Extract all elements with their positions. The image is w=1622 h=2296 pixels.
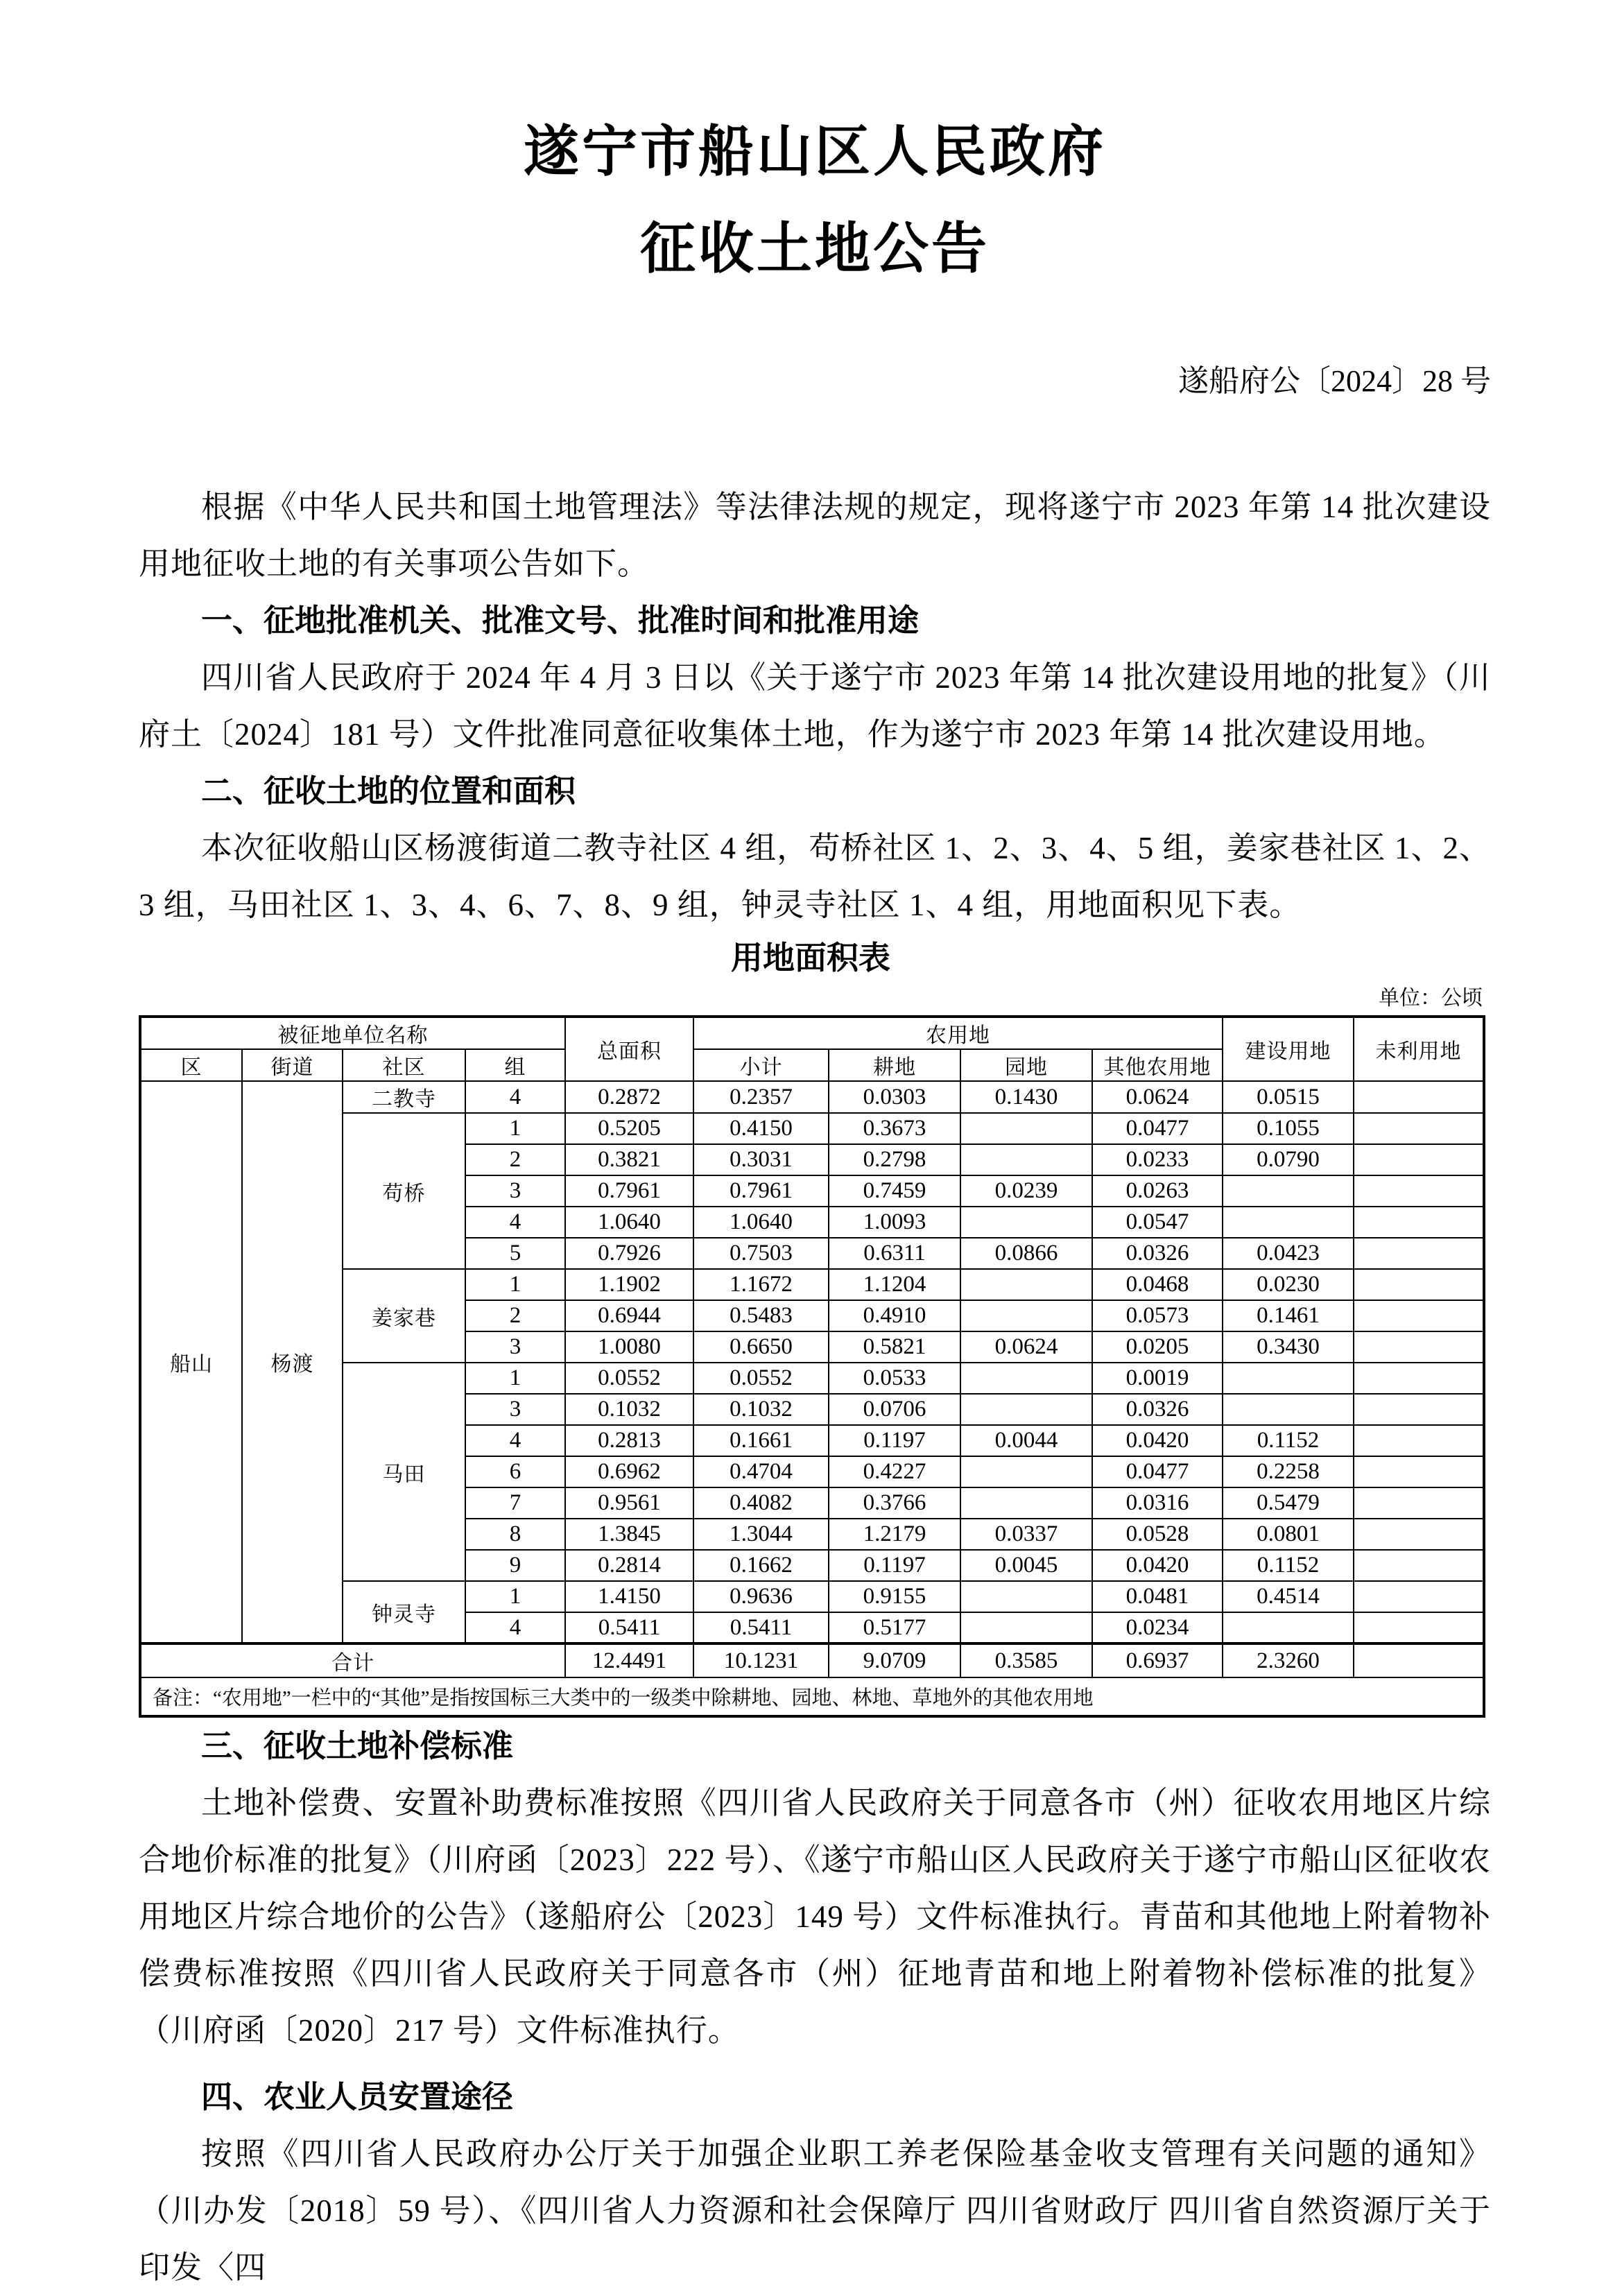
th-district: 区 bbox=[140, 1049, 242, 1081]
cell-subtotal: 0.1661 bbox=[693, 1425, 829, 1456]
cell-construction-land bbox=[1223, 1363, 1354, 1394]
cell-garden-land bbox=[960, 1207, 1092, 1238]
cell-cultivated-land: 0.3673 bbox=[829, 1113, 960, 1144]
cell-total-area: 0.0552 bbox=[565, 1363, 693, 1394]
th-garden-land: 园地 bbox=[960, 1049, 1092, 1081]
cell-total-area: 1.1902 bbox=[565, 1269, 693, 1300]
cell-subtotal: 0.0552 bbox=[693, 1363, 829, 1394]
cell-group: 4 bbox=[465, 1425, 565, 1456]
cell-construction-land: 0.0230 bbox=[1223, 1269, 1354, 1300]
table-total-row bbox=[140, 1643, 1484, 1677]
cell-subtotal: 1.1672 bbox=[693, 1269, 829, 1300]
cell-group: 4 bbox=[465, 1612, 565, 1643]
cell-cultivated-land: 0.5177 bbox=[829, 1612, 960, 1643]
page-title-line2: 征收土地公告 bbox=[640, 219, 990, 280]
para-resettlement: 按照《四川省人民政府办公厅关于加强企业职工养老保险基金收支管理有关问题的通知》（川办发〔2018〕59 号）、《四川省人力资源和社会保障厅 四川省财政厅 四川省自然资源厅关于印发〈四 bbox=[139, 2137, 1491, 2285]
cell-community: 钟灵寺 bbox=[343, 1581, 465, 1643]
cell-garden-land: 0.0337 bbox=[960, 1519, 1092, 1550]
cell-other-farmland: 0.0420 bbox=[1092, 1550, 1223, 1581]
cell-cultivated-land: 1.2179 bbox=[829, 1519, 960, 1550]
th-community: 社区 bbox=[343, 1049, 465, 1081]
cell-subtotal: 0.9636 bbox=[693, 1581, 829, 1612]
cell-unused-land bbox=[1354, 1175, 1484, 1207]
cell-group: 1 bbox=[465, 1581, 565, 1612]
th-street: 街道 bbox=[242, 1049, 343, 1081]
cell-cultivated-land: 0.0706 bbox=[829, 1394, 960, 1425]
cell-unused-land bbox=[1354, 1425, 1484, 1456]
cell-subtotal: 0.1662 bbox=[693, 1550, 829, 1581]
cell-other-farmland: 0.0468 bbox=[1092, 1269, 1223, 1300]
cell-garden-land bbox=[960, 1456, 1092, 1487]
land-area-table-block bbox=[139, 933, 1483, 1718]
cell-group: 7 bbox=[465, 1487, 565, 1519]
table-note: 备注：“农用地”一栏中的“其他”是指按国标三大类中的一级类中除耕地、园地、林地、草地外的其他农用地 bbox=[140, 1677, 1484, 1716]
cell-unused-land bbox=[1354, 1144, 1484, 1175]
cell-unused-land bbox=[1354, 1456, 1484, 1487]
th-cultivated-land: 耕地 bbox=[829, 1049, 960, 1081]
table-note-row bbox=[140, 1677, 1484, 1716]
cell-unused-land bbox=[1354, 1550, 1484, 1581]
cell-total-area: 1.4150 bbox=[565, 1581, 693, 1612]
cell-cultivated-land: 0.4227 bbox=[829, 1456, 960, 1487]
cell-subtotal: 0.5411 bbox=[693, 1612, 829, 1643]
cell-unused-land bbox=[1354, 1269, 1484, 1300]
cell-other-farmland: 0.0477 bbox=[1092, 1113, 1223, 1144]
th-unused-land: 未利用地 bbox=[1354, 1017, 1484, 1081]
heading-resettlement: 四、农业人员安置途径 bbox=[201, 2079, 514, 2114]
cell-total-area: 0.9561 bbox=[565, 1487, 693, 1519]
cell-cultivated-land: 1.1204 bbox=[829, 1269, 960, 1300]
cell-subtotal: 0.3031 bbox=[693, 1144, 829, 1175]
cell-unused-land bbox=[1354, 1113, 1484, 1144]
cell-cultivated-land: 0.5821 bbox=[829, 1331, 960, 1363]
cell-unused-land bbox=[1354, 1081, 1484, 1113]
cell-construction-land: 0.5479 bbox=[1223, 1487, 1354, 1519]
cell-group: 8 bbox=[465, 1519, 565, 1550]
cell-unused-land bbox=[1354, 1581, 1484, 1612]
cell-subtotal: 0.7961 bbox=[693, 1175, 829, 1207]
cell-community: 马田 bbox=[343, 1363, 465, 1581]
cell-subtotal: 0.7503 bbox=[693, 1238, 829, 1269]
cell-construction-land: 0.0801 bbox=[1223, 1519, 1354, 1550]
cell-construction-land: 0.0790 bbox=[1223, 1144, 1354, 1175]
cell-group: 3 bbox=[465, 1175, 565, 1207]
cell-construction-land: 2.3260 bbox=[1223, 1643, 1354, 1677]
cell-unused-land bbox=[1354, 1363, 1484, 1394]
cell-garden-land: 0.0045 bbox=[960, 1550, 1092, 1581]
cell-garden-land bbox=[960, 1300, 1092, 1331]
table-unit-label: 单位：公顷 bbox=[1379, 987, 1483, 1010]
th-group: 组 bbox=[465, 1049, 565, 1081]
cell-garden-land: 0.1430 bbox=[960, 1081, 1092, 1113]
cell-garden-land: 0.0624 bbox=[960, 1331, 1092, 1363]
cell-other-farmland: 0.6937 bbox=[1092, 1643, 1223, 1677]
para-intro: 根据《中华人民共和国土地管理法》等法律法规的规定，现将遂宁市 2023 年第 14 批次建设用地征收土地的有关事项公告如下。 bbox=[139, 490, 1491, 581]
cell-construction-land bbox=[1223, 1207, 1354, 1238]
para-location: 本次征收船山区杨渡街道二教寺社区 4 组，苟桥社区 1、2、3、4、5 组，姜家巷社区 1、2、3 组，马田社区 1、3、4、6、7、8、9 组，钟灵寺社区 1、4 组，用地面积见下表。 bbox=[139, 831, 1491, 922]
cell-other-farmland: 0.0547 bbox=[1092, 1207, 1223, 1238]
cell-garden-land bbox=[960, 1612, 1092, 1643]
cell-other-farmland: 0.0477 bbox=[1092, 1456, 1223, 1487]
cell-unused-land bbox=[1354, 1331, 1484, 1363]
cell-unused-land bbox=[1354, 1394, 1484, 1425]
cell-garden-land bbox=[960, 1113, 1092, 1144]
cell-construction-land: 0.1461 bbox=[1223, 1300, 1354, 1331]
cell-group: 6 bbox=[465, 1456, 565, 1487]
cell-subtotal: 0.2357 bbox=[693, 1081, 829, 1113]
cell-total-area: 0.5205 bbox=[565, 1113, 693, 1144]
cell-other-farmland: 0.0233 bbox=[1092, 1144, 1223, 1175]
table-title: 用地面积表 bbox=[731, 940, 890, 976]
cell-group: 5 bbox=[465, 1238, 565, 1269]
cell-subtotal: 0.1032 bbox=[693, 1394, 829, 1425]
cell-group: 9 bbox=[465, 1550, 565, 1581]
cell-cultivated-land: 9.0709 bbox=[829, 1643, 960, 1677]
cell-group: 4 bbox=[465, 1207, 565, 1238]
th-farmland: 农用地 bbox=[693, 1017, 1223, 1049]
document-body bbox=[139, 478, 1491, 2296]
cell-other-farmland: 0.0481 bbox=[1092, 1581, 1223, 1612]
cell-other-farmland: 0.0326 bbox=[1092, 1394, 1223, 1425]
cell-construction-land: 0.2258 bbox=[1223, 1456, 1354, 1487]
cell-construction-land: 0.0515 bbox=[1223, 1081, 1354, 1113]
cell-cultivated-land: 0.4910 bbox=[829, 1300, 960, 1331]
cell-subtotal: 0.5483 bbox=[693, 1300, 829, 1331]
cell-total-area: 12.4491 bbox=[565, 1643, 693, 1677]
cell-other-farmland: 0.0573 bbox=[1092, 1300, 1223, 1331]
land-area-table bbox=[139, 1015, 1485, 1718]
cell-construction-land: 0.3430 bbox=[1223, 1331, 1354, 1363]
cell-garden-land bbox=[960, 1487, 1092, 1519]
cell-subtotal: 0.4704 bbox=[693, 1456, 829, 1487]
cell-subtotal: 0.6650 bbox=[693, 1331, 829, 1363]
cell-garden-land bbox=[960, 1581, 1092, 1612]
cell-total-area: 0.2814 bbox=[565, 1550, 693, 1581]
cell-subtotal: 1.0640 bbox=[693, 1207, 829, 1238]
cell-subtotal: 0.4150 bbox=[693, 1113, 829, 1144]
cell-other-farmland: 0.0420 bbox=[1092, 1425, 1223, 1456]
cell-garden-land: 0.3585 bbox=[960, 1643, 1092, 1677]
cell-total-area: 0.5411 bbox=[565, 1612, 693, 1643]
cell-construction-land bbox=[1223, 1175, 1354, 1207]
total-row-label: 合计 bbox=[140, 1643, 565, 1677]
cell-cultivated-land: 0.9155 bbox=[829, 1581, 960, 1612]
cell-garden-land: 0.0866 bbox=[960, 1238, 1092, 1269]
cell-cultivated-land: 0.0533 bbox=[829, 1363, 960, 1394]
cell-total-area: 0.6962 bbox=[565, 1456, 693, 1487]
cell-total-area: 0.2872 bbox=[565, 1081, 693, 1113]
cell-group: 1 bbox=[465, 1113, 565, 1144]
cell-unused-land bbox=[1354, 1207, 1484, 1238]
cell-cultivated-land: 0.7459 bbox=[829, 1175, 960, 1207]
table-row bbox=[140, 1081, 1484, 1113]
th-other-farmland: 其他农用地 bbox=[1092, 1049, 1223, 1081]
cell-group: 2 bbox=[465, 1144, 565, 1175]
cell-group: 1 bbox=[465, 1269, 565, 1300]
cell-cultivated-land: 1.0093 bbox=[829, 1207, 960, 1238]
th-construction-land: 建设用地 bbox=[1223, 1017, 1354, 1081]
cell-total-area: 0.3821 bbox=[565, 1144, 693, 1175]
cell-unused-land bbox=[1354, 1300, 1484, 1331]
heading-location: 二、征收土地的位置和面积 bbox=[201, 773, 576, 809]
cell-group: 3 bbox=[465, 1331, 565, 1363]
th-requisitioned-unit-name: 被征地单位名称 bbox=[140, 1017, 565, 1049]
para-compensation: 土地补偿费、安置补助费标准按照《四川省人民政府关于同意各市（州）征收农用地区片综合地价标准的批复》（川府函〔2023〕222 号）、《遂宁市船山区人民政府关于遂宁市船山区征收农用地区片综合地价的公告》（遂船府公〔2023〕149 号）文件标准执行。青苗和其他地上附着物补偿费标准按照《四川省人民政府关于同意各市（州）征地青苗和地上附着物补偿标准的批复》（川府函〔2020〕217 号）文件标准执行。 bbox=[139, 1786, 1491, 2048]
cell-total-area: 1.0080 bbox=[565, 1331, 693, 1363]
cell-unused-land bbox=[1354, 1643, 1484, 1677]
cell-total-area: 0.6944 bbox=[565, 1300, 693, 1331]
cell-garden-land bbox=[960, 1394, 1092, 1425]
page-title-line1: 遂宁市船山区人民政府 bbox=[524, 122, 1106, 183]
cell-cultivated-land: 0.2798 bbox=[829, 1144, 960, 1175]
th-subtotal: 小计 bbox=[693, 1049, 829, 1081]
cell-other-farmland: 0.0205 bbox=[1092, 1331, 1223, 1363]
cell-construction-land bbox=[1223, 1394, 1354, 1425]
cell-total-area: 0.1032 bbox=[565, 1394, 693, 1425]
cell-cultivated-land: 0.0303 bbox=[829, 1081, 960, 1113]
cell-unused-land bbox=[1354, 1487, 1484, 1519]
cell-construction-land: 0.1055 bbox=[1223, 1113, 1354, 1144]
doc-number: 遂船府公〔2024〕28 号 bbox=[1178, 364, 1491, 398]
cell-total-area: 0.7926 bbox=[565, 1238, 693, 1269]
cell-construction-land: 0.4514 bbox=[1223, 1581, 1354, 1612]
para-approval: 四川省人民政府于 2024 年 4 月 3 日以《关于遂宁市 2023 年第 14 批次建设用地的批复》（川府土〔2024〕181 号）文件批准同意征收集体土地，作为遂宁市 2023 年第 14 批次建设用地。 bbox=[139, 660, 1491, 752]
cell-subtotal: 0.4082 bbox=[693, 1487, 829, 1519]
cell-other-farmland: 0.0263 bbox=[1092, 1175, 1223, 1207]
cell-unused-land bbox=[1354, 1612, 1484, 1643]
cell-group: 4 bbox=[465, 1081, 565, 1113]
cell-street: 杨渡 bbox=[242, 1081, 343, 1643]
cell-subtotal: 10.1231 bbox=[693, 1643, 829, 1677]
cell-cultivated-land: 0.3766 bbox=[829, 1487, 960, 1519]
cell-cultivated-land: 0.1197 bbox=[829, 1425, 960, 1456]
cell-total-area: 1.3845 bbox=[565, 1519, 693, 1550]
cell-group: 1 bbox=[465, 1363, 565, 1394]
table-header-row-1 bbox=[140, 1017, 1484, 1049]
cell-other-farmland: 0.0326 bbox=[1092, 1238, 1223, 1269]
heading-compensation: 三、征收土地补偿标准 bbox=[201, 1728, 514, 1763]
cell-total-area: 0.2813 bbox=[565, 1425, 693, 1456]
cell-construction-land: 0.1152 bbox=[1223, 1550, 1354, 1581]
cell-construction-land bbox=[1223, 1612, 1354, 1643]
cell-other-farmland: 0.0019 bbox=[1092, 1363, 1223, 1394]
cell-other-farmland: 0.0624 bbox=[1092, 1081, 1223, 1113]
cell-community: 姜家巷 bbox=[343, 1269, 465, 1363]
cell-construction-land: 0.0423 bbox=[1223, 1238, 1354, 1269]
cell-group: 3 bbox=[465, 1394, 565, 1425]
cell-garden-land bbox=[960, 1269, 1092, 1300]
cell-garden-land bbox=[960, 1363, 1092, 1394]
cell-garden-land bbox=[960, 1144, 1092, 1175]
cell-other-farmland: 0.0316 bbox=[1092, 1487, 1223, 1519]
cell-total-area: 0.7961 bbox=[565, 1175, 693, 1207]
cell-garden-land: 0.0239 bbox=[960, 1175, 1092, 1207]
cell-community: 苟桥 bbox=[343, 1113, 465, 1269]
cell-community: 二教寺 bbox=[343, 1081, 465, 1113]
cell-unused-land bbox=[1354, 1519, 1484, 1550]
cell-group: 2 bbox=[465, 1300, 565, 1331]
heading-approval: 一、征地批准机关、批准文号、批准时间和批准用途 bbox=[201, 603, 920, 638]
cell-garden-land: 0.0044 bbox=[960, 1425, 1092, 1456]
cell-cultivated-land: 0.6311 bbox=[829, 1238, 960, 1269]
cell-other-farmland: 0.0234 bbox=[1092, 1612, 1223, 1643]
cell-other-farmland: 0.0528 bbox=[1092, 1519, 1223, 1550]
cell-cultivated-land: 0.1197 bbox=[829, 1550, 960, 1581]
th-total-area: 总面积 bbox=[565, 1017, 693, 1081]
cell-construction-land: 0.1152 bbox=[1223, 1425, 1354, 1456]
cell-unused-land bbox=[1354, 1238, 1484, 1269]
cell-subtotal: 1.3044 bbox=[693, 1519, 829, 1550]
cell-district: 船山 bbox=[140, 1081, 242, 1643]
cell-total-area: 1.0640 bbox=[565, 1207, 693, 1238]
